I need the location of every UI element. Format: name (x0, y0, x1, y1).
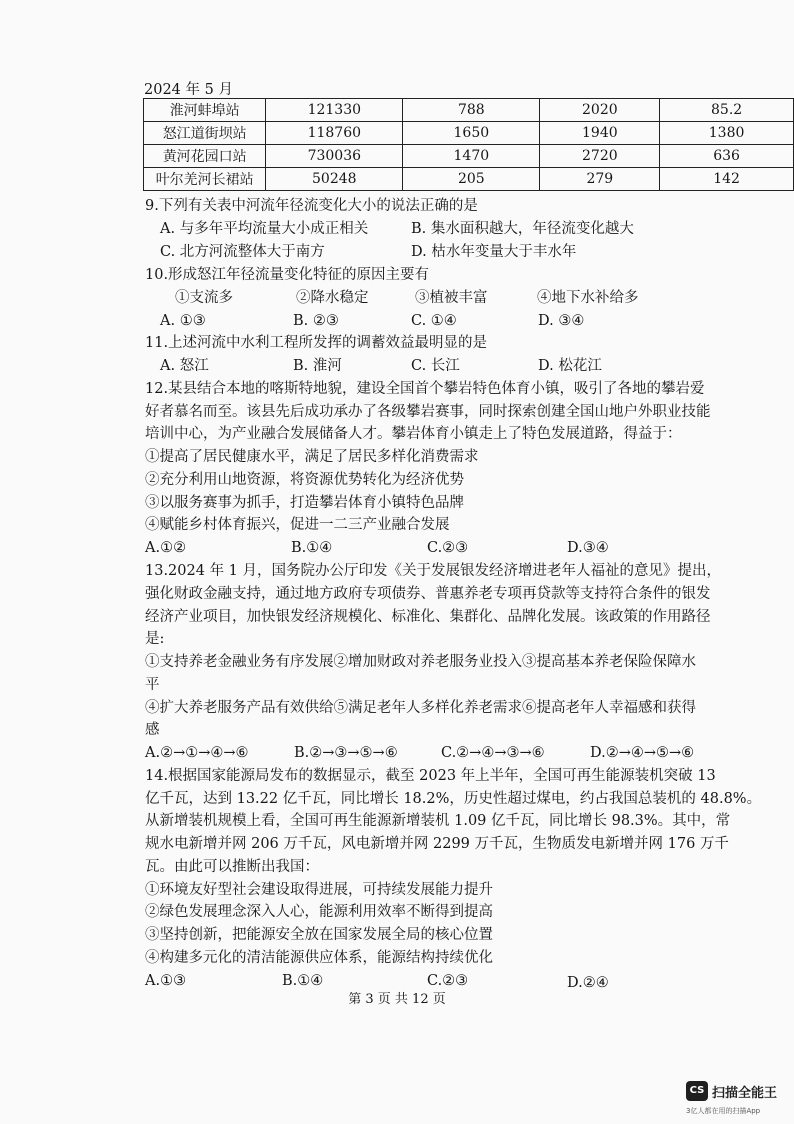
q10-option-c: C. ①④ (411, 313, 457, 329)
table-row (144, 145, 794, 168)
q13-option-b: B.②→③→⑤→⑥ (294, 745, 398, 761)
q9-option-d: D. 枯水年变量大于丰水年 (411, 244, 577, 260)
value-cell: 2020 (540, 99, 660, 122)
q13-stem-line: 13.2024 年 1 月，国务院办公厅印发《关于发展银发经济增进老年人福祉的意见》提出， (145, 563, 722, 579)
q14-stem-line: 亿千瓦，达到 13.22 亿千瓦，同比增长 18.2%，历史性超过煤电，约占我国总装机的 48.8%。 (145, 791, 762, 807)
q14-item-4: ④构建多元化的清洁能源供应体系，能源结构持续优化 (145, 950, 493, 966)
q10-option-b: B. ②③ (293, 313, 339, 329)
q14-option-d: D.②④ (567, 975, 609, 991)
q9-option-a: A. 与多年平均流量大小成正相关 (160, 221, 369, 237)
q11-stem: 11.上述河流中水利工程所发挥的调蓄效益最明显的是 (145, 335, 488, 351)
q9-option-b: B. 集水面积越大，年径流变化越大 (411, 221, 634, 237)
q14-item-2: ②绿色发展理念深入人心，能源利用效率不断得到提高 (145, 904, 493, 920)
q12-item-3: ③以服务赛事为抓手，打造攀岩体育小镇特色品牌 (145, 495, 464, 511)
station-name-cell: 怒江道街坝站 (144, 122, 266, 145)
value-cell: 636 (660, 145, 794, 168)
q12-item-1: ①提高了居民健康水平，满足了居民多样化消费需求 (145, 449, 479, 465)
q13-stem-line: 强化财政金融支持，通过地方政府专项债券、普惠养老专项再贷款等支持符合条件的银发 (145, 586, 711, 602)
q14-stem-line: 规水电新增并网 206 万千瓦，风电新增并网 2299 万千瓦，生物质发电新增并网 176 万千 (145, 836, 729, 852)
station-name-cell: 淮河蚌埠站 (144, 99, 266, 122)
value-cell: 730036 (266, 145, 403, 168)
value-cell: 1940 (540, 122, 660, 145)
q13-option-a: A.②→①→④→⑥ (145, 745, 249, 761)
q11-option-c: C. 长江 (411, 358, 460, 374)
q14-item-1: ①环境友好型社会建设取得进展，可持续发展能力提升 (145, 882, 493, 898)
camscanner-logo-icon: CS (686, 1081, 708, 1101)
q14-option-c: C.②③ (427, 973, 469, 989)
table-row (144, 168, 794, 191)
q13-item-line: 感 (145, 722, 160, 738)
watermark-name: 扫描全能王 (712, 1086, 778, 1101)
station-name-cell: 叶尔羌河长裙站 (144, 168, 266, 191)
station-name-cell: 黄河花园口站 (144, 145, 266, 168)
q10-item-4: ④地下水补给多 (537, 290, 639, 306)
q12-option-d: D.③④ (567, 540, 609, 556)
q11-option-a: A. 怒江 (160, 358, 209, 374)
q13-stem-line: 经济产业项目，加快银发经济规模化、标准化、集群化、品牌化发展。该政策的作用路径 (145, 609, 711, 625)
q12-option-c: C.②③ (427, 540, 469, 556)
q13-option-c: C.②→④→③→⑥ (441, 745, 545, 761)
header-date: 2024 年 5 月 (144, 82, 233, 98)
value-cell: 279 (540, 168, 660, 191)
q14-option-b: B.①④ (282, 973, 324, 989)
q9-stem: 9.下列有关表中河流年径流变化大小的说法正确的是 (145, 198, 478, 214)
watermark-tagline: 3亿人都在用的扫描App (686, 1107, 761, 1115)
table-row (144, 122, 794, 145)
q9-option-c: C. 北方河流整体大于南方 (160, 244, 325, 260)
q10-item-3: ③植被丰富 (415, 290, 488, 306)
value-cell: 205 (403, 168, 540, 191)
q14-stem-line: 瓦。由此可以推断出我国： (145, 859, 319, 875)
q13-option-d: D.②→④→⑤→⑥ (590, 745, 695, 761)
value-cell: 121330 (266, 99, 403, 122)
q14-stem-line: 14.根据国家能源局发布的数据显示，截至 2023 年上半年，全国可再生能源装机突破 13 (145, 768, 716, 784)
page-footer: 第 3 页 共 12 页 (348, 992, 446, 1007)
value-cell: 118760 (266, 122, 403, 145)
q14-stem-line: 从新增装机规模上看，全国可再生能源新增装机 1.09 亿千瓦，同比增长 98.3%。其中，常 (145, 813, 731, 829)
q14-item-3: ③坚持创新，把能源安全放在国家发展全局的核心位置 (145, 927, 493, 943)
value-cell: 788 (403, 99, 540, 122)
q11-option-d: D. 松花江 (538, 358, 602, 374)
q13-item-line: 平 (145, 677, 160, 693)
value-cell: 85.2 (660, 99, 794, 122)
value-cell: 1380 (660, 122, 794, 145)
value-cell: 142 (660, 168, 794, 191)
value-cell: 1650 (403, 122, 540, 145)
value-cell: 1470 (403, 145, 540, 168)
q10-stem: 10.形成怒江年径流量变化特征的原因主要有 (145, 267, 430, 283)
q12-item-2: ②充分利用山地资源，将资源优势转化为经济优势 (145, 472, 464, 488)
q10-option-d: D. ③④ (538, 313, 585, 329)
q12-stem-line: 好者慕名而至。该县先后成功承办了各级攀岩赛事，同时探索创建全国山地户外职业技能 (145, 404, 711, 420)
q12-option-b: B.①④ (291, 540, 333, 556)
q13-item-line: ④扩大养老服务产品有效供给⑤满足老年人多样化养老需求⑥提高老年人幸福感和获得 (145, 700, 696, 716)
q10-option-a: A. ①③ (160, 313, 206, 329)
q13-item-line: ①支持养老金融业务有序发展②增加财政对养老服务业投入③提高基本养老保险保障水 (145, 654, 696, 670)
q10-item-1: ①支流多 (175, 290, 233, 306)
value-cell: 2720 (540, 145, 660, 168)
q11-option-b: B. 淮河 (293, 358, 342, 374)
q10-item-2: ②降水稳定 (296, 290, 369, 306)
q12-stem-line: 培训中心，为产业融合发展储备人才。攀岩体育小镇走上了特色发展道路，得益于： (145, 426, 682, 442)
value-cell: 50248 (266, 168, 403, 191)
q12-option-a: A.①② (145, 540, 187, 556)
table-row (144, 99, 794, 122)
q13-stem-line: 是: (145, 631, 165, 647)
runoff-table (143, 98, 794, 191)
q12-stem-line: 12.某县结合本地的喀斯特地貌，建设全国首个攀岩特色体育小镇，吸引了各地的攀岩爱 (145, 381, 705, 397)
q12-item-4: ④赋能乡村体育振兴，促进一二三产业融合发展 (145, 517, 450, 533)
q14-option-a: A.①③ (145, 973, 187, 989)
